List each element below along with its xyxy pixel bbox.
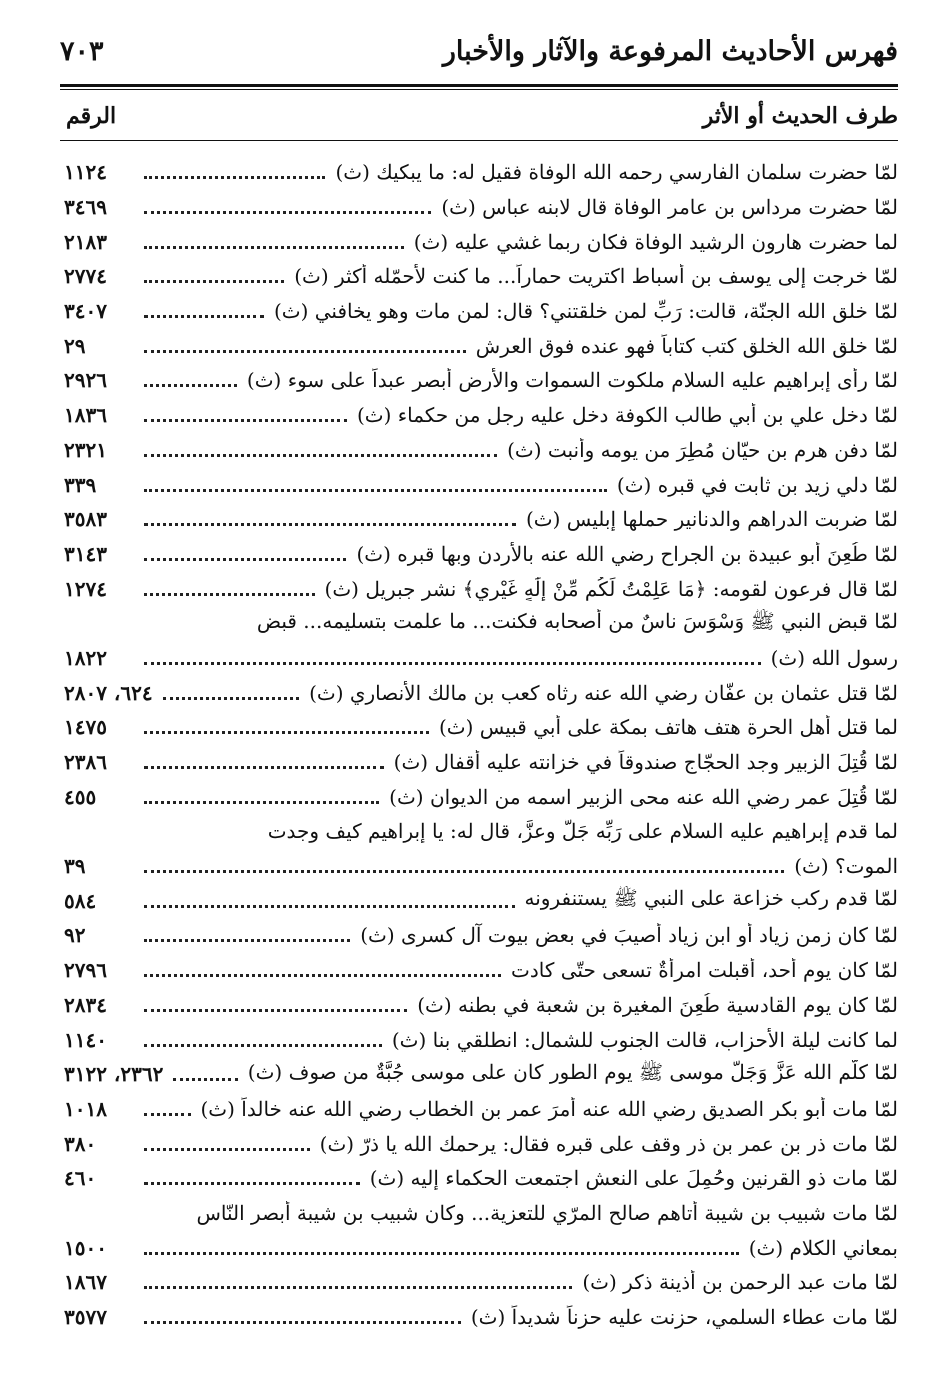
dot-leader (144, 592, 315, 596)
dot-leader (144, 279, 284, 283)
entry-line (64, 918, 898, 953)
index-entry (64, 537, 898, 572)
entry-line-continued (64, 814, 898, 849)
dot-leader (144, 1320, 461, 1324)
entry-text: لمّا مات أبو بكر الصديق رضي الله عنه أمرَ عمر بن الخطاب رضي الله عنه خالداً (ث) (200, 1096, 898, 1121)
column-header-number: الرقم (66, 103, 117, 129)
entry-text: لمّا رأى إبراهيم عليه السلام ملكوت السموات والأرض أبصر عبداً على سوء (ث) (246, 368, 898, 393)
entry-line (64, 502, 898, 537)
dot-leader (144, 765, 384, 769)
dot-leader (144, 488, 607, 492)
entry-line (64, 1161, 898, 1196)
index-entry (64, 363, 898, 398)
entry-line (64, 779, 898, 814)
entry-line (64, 433, 898, 468)
index-entry (64, 398, 898, 433)
entry-text: بمعاني الكلام (ث) (748, 1235, 898, 1260)
entry-number: ٣٣٩ (64, 472, 97, 497)
index-entry (64, 1092, 898, 1127)
entry-text: لما حضرت هارون الرشيد الوفاة فكان ربما غشي عليه (ث) (413, 229, 898, 254)
dot-leader (163, 696, 299, 700)
dot-leader (144, 1043, 382, 1047)
entry-number: ١٥٠٠ (64, 1235, 107, 1260)
entry-text: لمّا خرجت إلى يوسف بن أسباط اكتريت حماراً... ما كنت لأحمّله أكثر (ث) (294, 264, 898, 289)
entry-text: لمّا دخل علي بن أبي طالب الكوفة دخل عليه رجل من حكماء (ث) (356, 403, 898, 428)
entry-line (64, 571, 898, 606)
column-header-text: طرف الحديث أو الأثر (702, 103, 898, 129)
entry-number: ١٨٣٦ (64, 403, 107, 428)
entry-line (64, 467, 898, 502)
entry-line (64, 1022, 898, 1057)
index-entry (64, 1022, 898, 1057)
dot-leader (144, 973, 501, 977)
entry-number: ٢٧٩٦ (64, 958, 107, 983)
index-entry (64, 1161, 898, 1196)
entry-text: لمّا كان يوم أحد، أقبلت امرأةٌ تسعى حتّى كادت (511, 958, 898, 983)
dot-leader (144, 175, 325, 179)
dot-leader (144, 418, 347, 422)
dot-leader (144, 1008, 407, 1012)
entry-number: ٢٣٦٢، ٣١٢٢ (64, 1062, 164, 1087)
entry-text: لمّا قبض النبي ﷺ وَسْوَسَ ناسٌ من أصحابه فكنت... ما علمت بتسليمه... قبض (256, 608, 898, 633)
index-entry (64, 814, 898, 883)
index-entry (64, 1057, 898, 1092)
dot-leader (144, 904, 515, 908)
entry-number: ٦٢٤، ٢٨٠٧ (64, 680, 153, 705)
entry-number: ١١٢٤ (64, 160, 107, 185)
index-entry (64, 1265, 898, 1300)
entry-text: لمّا كان يوم القادسية طُعِنَ المغيرة بن شعبة في بطنه (ث) (417, 992, 898, 1017)
entry-number: ١٠١٨ (64, 1096, 107, 1121)
entry-number: ٥٨٤ (64, 888, 97, 913)
entry-line-continued (64, 606, 898, 641)
entry-line (64, 641, 898, 676)
dot-leader (144, 1251, 739, 1255)
page-header (60, 30, 898, 72)
entry-line (64, 988, 898, 1023)
entry-number: ١١٤٠ (64, 1027, 107, 1052)
index-entry (64, 606, 898, 675)
entry-text: رسول الله (ث) (770, 645, 898, 670)
dot-leader (144, 800, 379, 804)
index-entry (64, 1196, 898, 1265)
entry-line (64, 155, 898, 190)
entry-line (64, 363, 898, 398)
entry-number: ٤٦٠ (64, 1166, 97, 1191)
dot-leader (144, 210, 431, 214)
header-rule (60, 84, 898, 87)
dot-leader (144, 730, 429, 734)
dot-leader (144, 1112, 191, 1116)
entry-line (64, 953, 898, 988)
entry-line (64, 1265, 898, 1300)
column-header-rule (60, 140, 898, 141)
dot-leader (144, 349, 466, 353)
entry-text: لمّا دفن هرم بن حيّان مُطِرَ من يومه وأنبت (ث) (507, 437, 898, 462)
index-entry (64, 779, 898, 814)
entry-text: لمّا قدم ركب خزاعة على النبي ﷺ يستنفرونه (524, 886, 898, 911)
dot-leader (144, 245, 404, 249)
entry-line (64, 224, 898, 259)
index-entry (64, 571, 898, 606)
dot-leader (144, 383, 237, 387)
index-entry (64, 883, 898, 918)
entry-line (64, 1126, 898, 1161)
entry-number: ٣١٤٣ (64, 541, 107, 566)
running-title: فهرس الأحاديث المرفوعة والآثار والأخبار (442, 35, 898, 67)
entry-line (64, 294, 898, 329)
entry-line (64, 1092, 898, 1127)
entry-number: ٣٥٧٧ (64, 1305, 107, 1330)
entry-number: ٤٥٥ (64, 784, 97, 809)
entry-text: لما قدم إبراهيم عليه السلام على رَبِّه جَلَّ وعزَّ، قال له: يا إبراهيم كيف وجدت (267, 819, 898, 844)
entry-line (64, 259, 898, 294)
entry-text: لمّا قُتِلَ عمر رضي الله عنه محى الزبير اسمه من الديوان (ث) (389, 784, 898, 809)
index-entry (64, 1300, 898, 1335)
index-entry (64, 294, 898, 329)
entry-text: لمّا ضربت الدراهم والدنانير حملها إبليس (ث) (525, 507, 898, 532)
entry-text: لمّا مات شبيب بن شيبة أتاهم صالح المرّي للتعزية... وكان شبيب بن شيبة أبصر النّاس (196, 1200, 898, 1225)
entry-number: ٢١٨٣ (64, 229, 107, 254)
entry-number: ٣٥٨٣ (64, 507, 107, 532)
entry-number: ٢٣٢١ (64, 437, 107, 462)
dot-leader (144, 557, 346, 561)
index-entry (64, 433, 898, 468)
index-entry (64, 328, 898, 363)
index-entry (64, 1126, 898, 1161)
entry-number: ٣٩ (64, 854, 86, 879)
entry-number: ١٨٦٧ (64, 1270, 107, 1295)
entry-text: لمّا خلق الله الخلق كتب كتاباً فهو عنده فوق العرش (475, 333, 898, 358)
entry-text: لمّا خلق الله الجنّة، قالت: رَبِّ لمن خلقتني؟ قال: لمن مات وهو يخافني (ث) (273, 299, 898, 324)
entry-text: لمّا دلي زيد بن ثابت في قبره (ث) (616, 472, 898, 497)
entry-number: ١٨٢٢ (64, 645, 107, 670)
entry-number: ٢٣٨٦ (64, 750, 107, 775)
entry-line (64, 537, 898, 572)
entry-number: ٣٤٦٩ (64, 195, 107, 220)
entry-line (64, 1230, 898, 1265)
dot-leader (144, 938, 350, 942)
entry-line (64, 1300, 898, 1335)
dot-leader (144, 314, 264, 318)
header-rule-thin (60, 89, 898, 90)
dot-leader (144, 869, 784, 873)
dot-leader (144, 1181, 360, 1185)
entry-number: ١٢٧٤ (64, 576, 107, 601)
entry-number: ٣٨٠ (64, 1131, 97, 1156)
entry-text: لما كانت ليلة الأحزاب، قالت الجنوب للشمال: انطلقي بنا (ث) (391, 1027, 898, 1052)
entry-text: الموت؟ (ث) (794, 854, 898, 879)
index-entry (64, 675, 898, 710)
entry-line (64, 849, 898, 884)
entry-line-continued (64, 1196, 898, 1231)
column-header (66, 96, 898, 136)
dot-leader (173, 1077, 237, 1081)
index-entry (64, 224, 898, 259)
entry-text: لمّا قال فرعون لقومه: ﴿مَا عَلِمْتُ لَكُم مِّنْ إِلَٰهٍ غَيْرِي﴾ نشر جبريل (ث) (324, 576, 898, 601)
entry-text: لمّا قُتِلَ الزبير وجد الحجّاج صندوقاً في خزانته عليه أقفال (ث) (393, 750, 898, 775)
index-entry (64, 918, 898, 953)
entry-text: لمّا قتل عثمان بن عفّان رضي الله عنه رثاه كعب بن مالك الأنصاري (ث) (309, 680, 898, 705)
dot-leader (144, 453, 497, 457)
entry-line (64, 675, 898, 710)
index-entry (64, 190, 898, 225)
entry-line (64, 745, 898, 780)
entry-text: لمّا طُعِنَ أبو عبيدة بن الجراح رضي الله عنه بالأردن وبها قبره (ث) (356, 541, 898, 566)
entry-text: لمّا مات ذو القرنين وحُمِلَ على النعش اجتمعت الحكماء إليه (ث) (369, 1166, 898, 1191)
entry-number: ٣٤٠٧ (64, 299, 107, 324)
entry-text: لمّا مات عبد الرحمن بن أذينة ذكر (ث) (582, 1270, 898, 1295)
entry-text: لمّا مات ذر بن عمر بن ذر وقف على قبره فقال: يرحمك الله يا ذرّ (ث) (319, 1131, 898, 1156)
page-number: ٧٠٣ (60, 35, 104, 67)
entry-line (64, 328, 898, 363)
entry-text: لمّا كلّم الله عَزَّ وَجَلَّ موسى ﷺ يوم الطور كان على موسى جُبَّةٌ من صوف (ث) (247, 1059, 898, 1084)
index-entry (64, 155, 898, 190)
index-entries (64, 155, 898, 1334)
index-entry (64, 467, 898, 502)
index-entry (64, 988, 898, 1023)
index-entry (64, 259, 898, 294)
entry-number: ٢٩ (64, 333, 86, 358)
entry-text: لمّا حضرت سلمان الفارسي رحمه الله الوفاة فقيل له: ما يبكيك (ث) (335, 160, 898, 185)
index-entry (64, 953, 898, 988)
dot-leader (144, 661, 761, 665)
index-entry (64, 745, 898, 780)
entry-line (64, 398, 898, 433)
dot-leader (144, 1147, 310, 1151)
entry-text: لمّا مات عطاء السلمي، حزنت عليه حزناً شديداً (ث) (470, 1305, 898, 1330)
entry-text: لما قتل أهل الحرة هتف هاتف بمكة على أبي قبيس (ث) (438, 715, 898, 740)
entry-number: ٢٨٣٤ (64, 992, 107, 1017)
entry-line (64, 1057, 898, 1092)
entry-text: لمّا كان زمن زياد أو ابن زياد أُصيبَ في بعض بيوت آل كسرى (ث) (360, 923, 898, 948)
entry-line (64, 883, 898, 918)
entry-number: ٢٧٧٤ (64, 264, 107, 289)
dot-leader (144, 522, 516, 526)
index-entry (64, 502, 898, 537)
entry-number: ٩٢ (64, 923, 86, 948)
entry-text: لمّا حضرت مرداس بن عامر الوفاة قال لابنه عباس (ث) (441, 195, 898, 220)
dot-leader (144, 1285, 572, 1289)
index-entry (64, 710, 898, 745)
entry-line (64, 710, 898, 745)
entry-number: ١٤٧٥ (64, 715, 107, 740)
entry-line (64, 190, 898, 225)
entry-number: ٢٩٢٦ (64, 368, 107, 393)
